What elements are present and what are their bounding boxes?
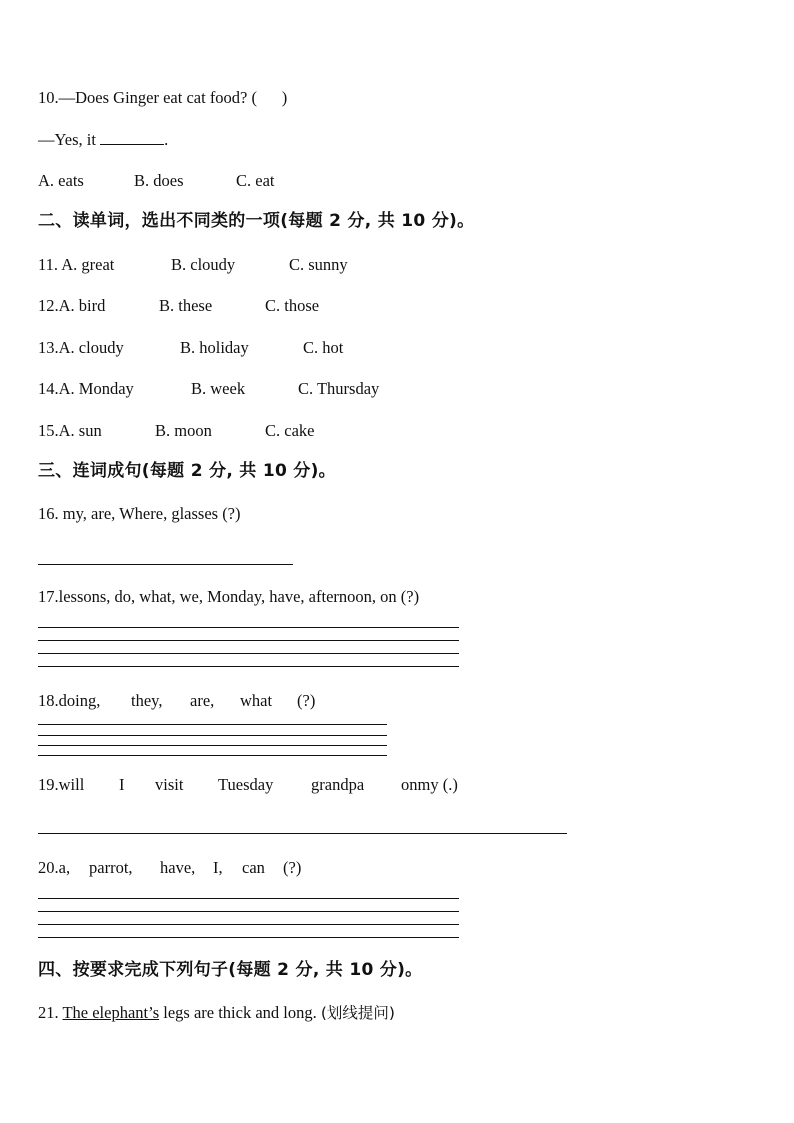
q19-word: onmy (.) (401, 775, 458, 794)
q20-word: parrot, (89, 858, 133, 877)
q16: 16. my, are, Where, glasses (?) (38, 504, 241, 523)
section3-title: 三、连词成句(每题 2 分, 共 10 分)。 (38, 461, 336, 481)
q21-rest: legs are thick and long. (159, 1003, 321, 1022)
q20-answer-line[interactable] (38, 898, 459, 899)
q21-underlined-phrase: The elephant’s (62, 1003, 160, 1022)
q20-word: 20.a, (38, 858, 71, 877)
q19-word: 19.will (38, 775, 85, 794)
q17-answer-line[interactable] (38, 627, 459, 628)
q11-num: 11. (38, 255, 62, 274)
q12-num: 12. (38, 296, 59, 315)
q13-option-a: A. cloudy (58, 338, 124, 357)
q14-num: 14. (38, 379, 59, 398)
q21-instruction: (划线提问) (320, 1004, 395, 1022)
q18-answer-line[interactable] (38, 745, 387, 746)
q17-answer-line[interactable] (38, 640, 459, 641)
q19-word: Tuesday (218, 775, 274, 794)
q10-answer-prefix: —Yes, it (38, 130, 101, 149)
q18-word: are, (190, 691, 215, 710)
q13-num: 13. (38, 338, 59, 357)
q17: 17.lessons, do, what, we, Monday, have, afternoon, on (?) (38, 587, 420, 606)
q12-option-a: A. bird (58, 296, 106, 315)
q13-option-c: C. hot (303, 338, 344, 357)
q20-word: have, (160, 858, 196, 877)
q14-option-b: B. week (191, 379, 246, 398)
q18-word: they, (131, 691, 163, 710)
q13 (38, 338, 124, 358)
q16-answer-line[interactable] (38, 564, 293, 565)
q15-option-c: C. cake (265, 421, 315, 440)
q18-word: (?) (297, 691, 316, 710)
q14-option-c: C. Thursday (298, 379, 380, 398)
q18-answer-line[interactable] (38, 735, 387, 736)
q18-word: what (240, 691, 273, 710)
q20-answer-line[interactable] (38, 937, 459, 938)
q10-blank[interactable] (100, 130, 164, 145)
q18-word: 18.doing, (38, 691, 101, 710)
q21 (38, 1003, 395, 1023)
q11-option-a: A. great (61, 255, 115, 274)
q15-num: 15. (38, 421, 59, 440)
q14-option-a: A. Monday (58, 379, 134, 398)
q12-option-b: B. these (159, 296, 213, 315)
q18-answer-line[interactable] (38, 724, 387, 725)
q12 (38, 296, 105, 316)
q10-option-c: C. eat (236, 171, 275, 190)
q10-question: 10.—Does Ginger eat cat food? ( ) (38, 88, 288, 107)
q11-option-c: C. sunny (289, 255, 348, 274)
q15-option-b: B. moon (155, 421, 212, 440)
q19-word: I (119, 775, 125, 794)
section4-title: 四、按要求完成下列句子(每题 2 分, 共 10 分)。 (38, 960, 423, 980)
q20-word: I, (213, 858, 223, 877)
q17-answer-line[interactable] (38, 653, 459, 654)
q19-answer-line[interactable] (38, 833, 567, 834)
q20-word: can (242, 858, 265, 877)
q21-num: 21. (38, 1003, 63, 1022)
q15 (38, 421, 102, 441)
q20-answer-line[interactable] (38, 911, 459, 912)
q10-answer-suffix: . (164, 130, 169, 149)
q13-option-b: B. holiday (180, 338, 249, 357)
q17-answer-line[interactable] (38, 666, 459, 667)
q14 (38, 379, 134, 399)
q12-option-c: C. those (265, 296, 320, 315)
section2-title: 二、读单词，选出不同类的一项(每题 2 分, 共 10 分)。 (38, 211, 475, 231)
q11-option-b: B. cloudy (171, 255, 236, 274)
q19-word: grandpa (311, 775, 365, 794)
q19-word: visit (155, 775, 184, 794)
q10-option-a: A. eats (38, 171, 84, 190)
q20-answer-line[interactable] (38, 924, 459, 925)
q11 (38, 255, 114, 275)
q20-word: (?) (283, 858, 302, 877)
q10-answer (38, 130, 168, 150)
q18-answer-line[interactable] (38, 755, 387, 756)
q10-option-b: B. does (134, 171, 184, 190)
q15-option-a: A. sun (58, 421, 102, 440)
